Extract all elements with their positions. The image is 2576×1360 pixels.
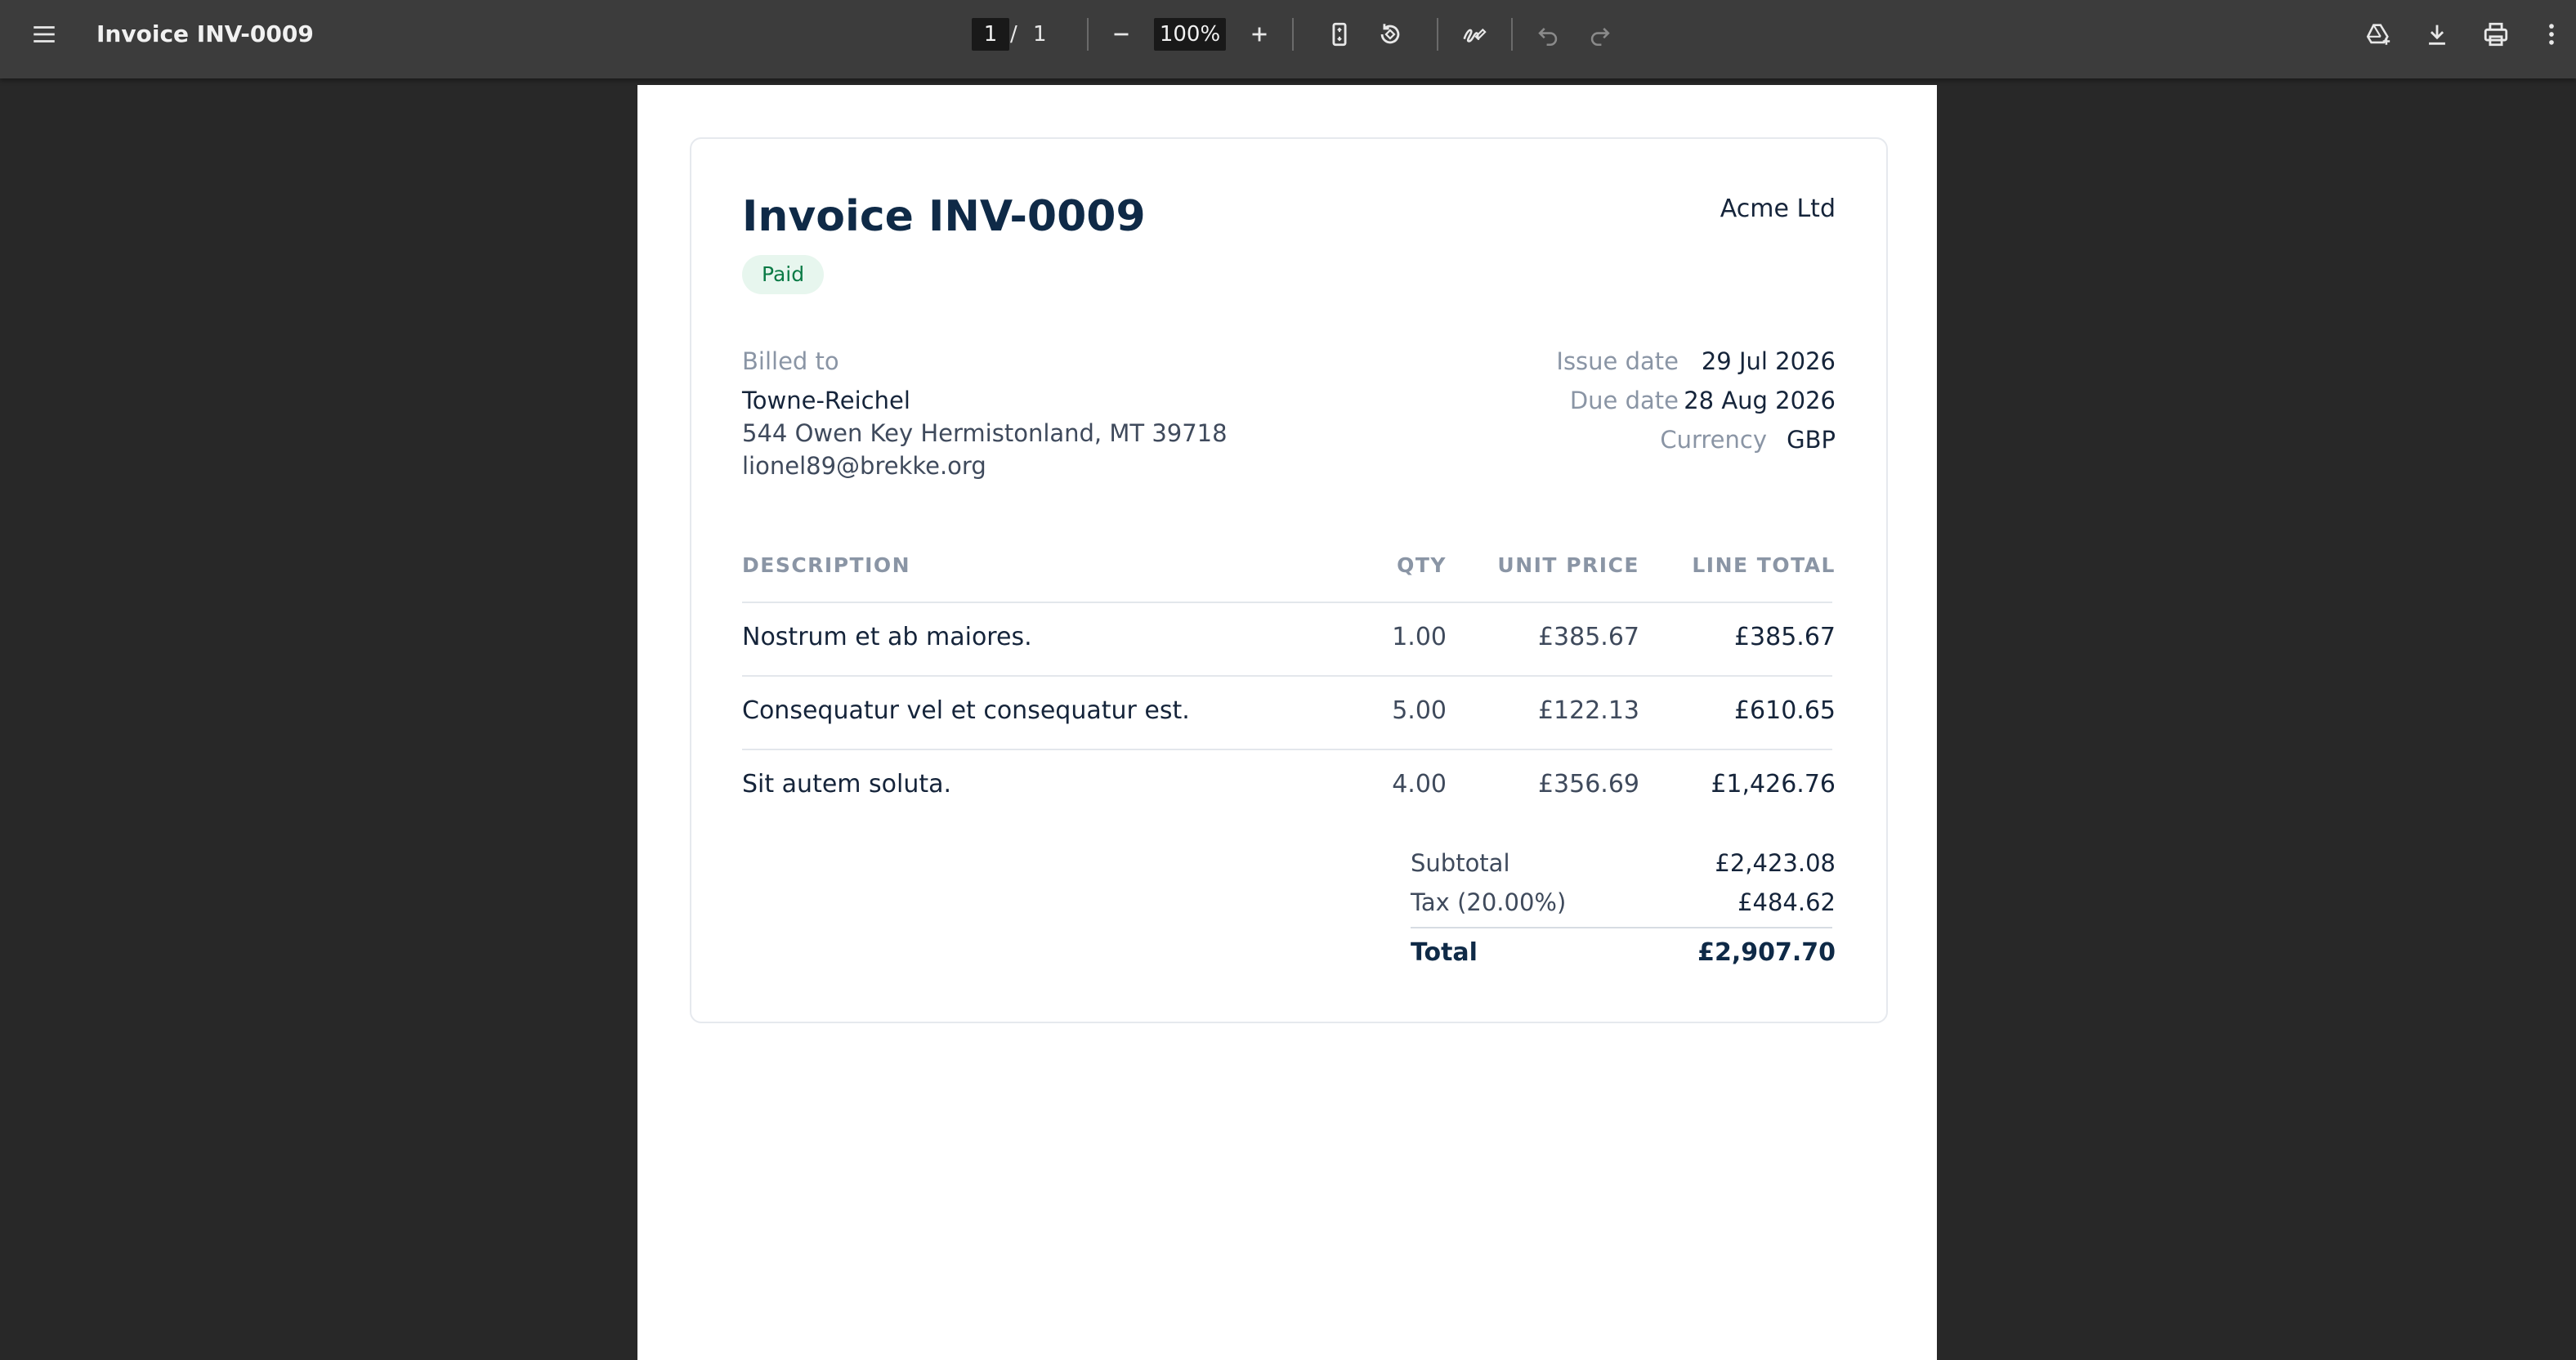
zoom-level-input[interactable]: 100% (1154, 18, 1226, 51)
toolbar-divider (1292, 18, 1294, 51)
document-title: Invoice INV-0009 (96, 20, 314, 47)
total-divider (1411, 927, 1832, 928)
invoice-title: Invoice INV-0009 (742, 192, 1146, 241)
pdf-page (637, 85, 1937, 1360)
download-button[interactable] (2414, 11, 2460, 57)
more-options-icon (2538, 20, 2565, 48)
undo-button[interactable] (1525, 11, 1571, 57)
column-header-description: DESCRIPTION (742, 553, 911, 577)
column-header-unit-price: UNIT PRICE (1497, 553, 1639, 577)
print-icon (2482, 20, 2510, 48)
item-unit-price: £122.13 (1537, 696, 1639, 725)
zoom-out-icon (1107, 20, 1135, 48)
client-address: 544 Owen Key Hermistonland, MT 39718 (742, 419, 1228, 447)
issue-date-value: 29 Jul 2026 (1701, 347, 1836, 375)
issue-date-label: Issue date (1556, 347, 1679, 375)
company-name: Acme Ltd (1720, 195, 1836, 223)
rotate-button[interactable] (1367, 11, 1413, 57)
billed-to-label: Billed to (742, 347, 839, 375)
total-value: £2,907.70 (1697, 938, 1836, 967)
client-email: lionel89@brekke.org (742, 452, 986, 480)
annotate-button[interactable] (1451, 11, 1496, 57)
item-qty: 4.00 (1392, 770, 1447, 799)
menu-button[interactable] (21, 11, 67, 57)
more-options-button[interactable] (2529, 11, 2574, 57)
zoom-in-icon (1246, 20, 1273, 48)
column-header-line-total: LINE TOTAL (1692, 553, 1836, 577)
fit-page-button[interactable] (1317, 11, 1362, 57)
currency-value: GBP (1787, 426, 1836, 454)
table-divider (742, 749, 1832, 750)
subtotal-value: £2,423.08 (1715, 849, 1836, 877)
save-to-drive-button[interactable] (2355, 11, 2401, 57)
page-separator: / (1010, 22, 1017, 47)
save-to-drive-icon (2364, 20, 2392, 48)
status-badge: Paid (742, 255, 824, 294)
item-line-total: £1,426.76 (1711, 770, 1836, 799)
pdf-toolbar (0, 0, 2576, 78)
annotate-icon (1460, 20, 1487, 48)
toolbar-divider (1437, 18, 1438, 51)
item-description: Nostrum et ab maiores. (742, 623, 1032, 651)
page-count: 1 (1033, 22, 1047, 47)
total-label: Total (1411, 938, 1478, 967)
toolbar-divider (1511, 18, 1513, 51)
item-unit-price: £385.67 (1537, 623, 1639, 651)
fit-page-icon (1326, 20, 1353, 48)
item-unit-price: £356.69 (1537, 770, 1639, 799)
due-date-value: 28 Aug 2026 (1684, 387, 1836, 414)
table-divider (742, 602, 1832, 603)
item-line-total: £610.65 (1733, 696, 1836, 725)
item-qty: 5.00 (1392, 696, 1447, 725)
print-button[interactable] (2473, 11, 2519, 57)
column-header-qty: QTY (1397, 553, 1447, 577)
redo-button[interactable] (1577, 11, 1623, 57)
page-number-input[interactable]: 1 (972, 18, 1009, 51)
toolbar-divider (1087, 18, 1089, 51)
redo-icon (1586, 20, 1614, 48)
tax-value: £484.62 (1737, 888, 1836, 916)
currency-label: Currency (1660, 426, 1767, 454)
zoom-out-button[interactable] (1098, 11, 1144, 57)
invoice-card (690, 137, 1888, 1023)
item-description: Sit autem soluta. (742, 770, 952, 799)
item-qty: 1.00 (1392, 623, 1447, 651)
rotate-icon (1376, 20, 1404, 48)
menu-icon (30, 20, 58, 48)
item-line-total: £385.67 (1733, 623, 1836, 651)
tax-label: Tax (20.00%) (1411, 888, 1567, 916)
undo-icon (1534, 20, 1562, 48)
item-description: Consequatur vel et consequatur est. (742, 696, 1190, 725)
client-name: Towne-Reichel (742, 387, 910, 414)
subtotal-label: Subtotal (1411, 849, 1510, 877)
due-date-label: Due date (1569, 387, 1679, 414)
table-divider (742, 675, 1832, 677)
zoom-in-button[interactable] (1237, 11, 1282, 57)
download-icon (2423, 20, 2451, 48)
